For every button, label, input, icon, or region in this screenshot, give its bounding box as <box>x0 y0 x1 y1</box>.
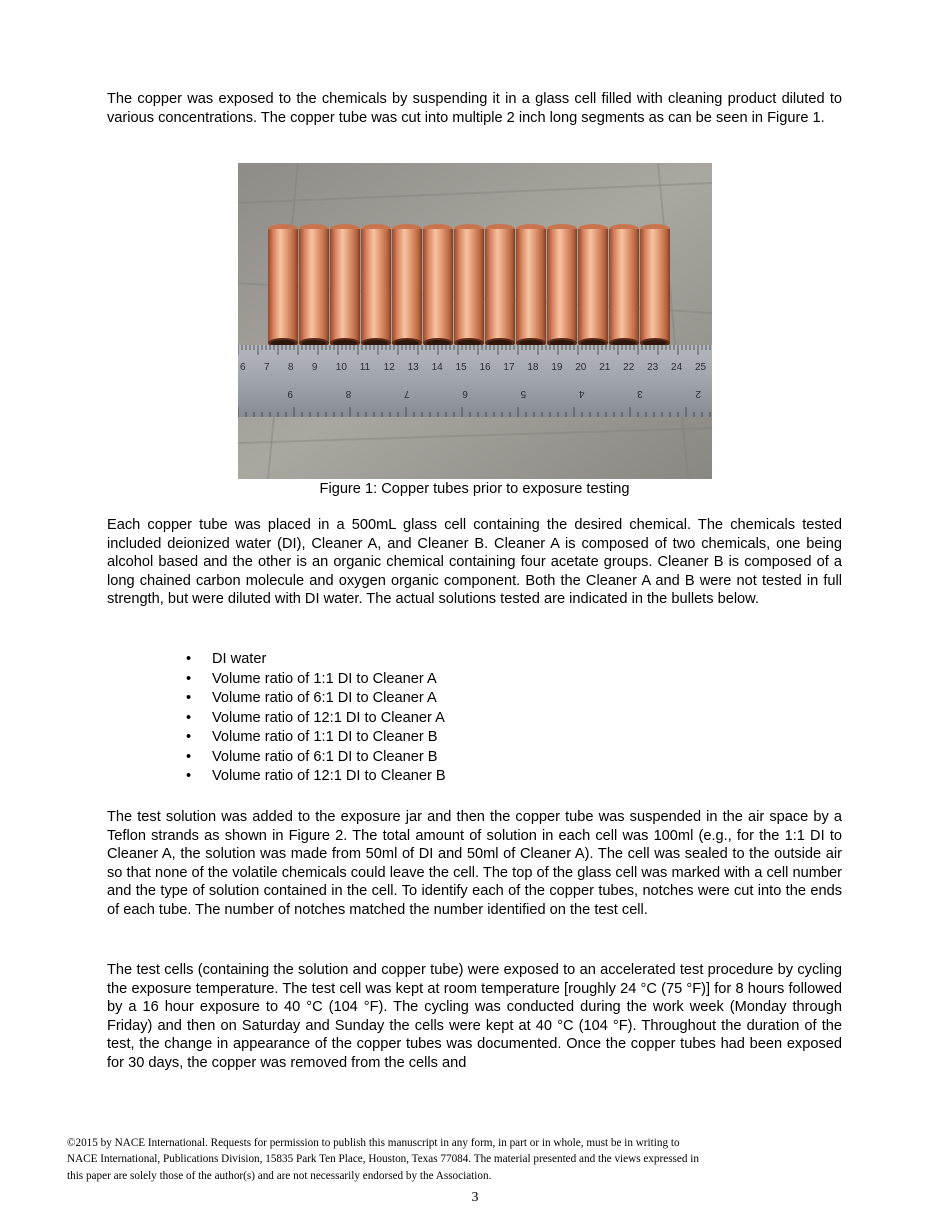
page-number: 3 <box>471 1190 479 1205</box>
ruler-inch-label: 3 <box>637 388 643 399</box>
copper-tubes <box>268 224 670 348</box>
solution-list <box>186 650 446 787</box>
copper-tube <box>392 224 422 348</box>
ruler-cm-label: 20 <box>575 362 587 373</box>
ruler-cm-label: 21 <box>599 362 611 373</box>
copper-tube <box>640 224 670 348</box>
ruler-cm-label: 15 <box>455 362 467 373</box>
footer-line: this paper are solely those of the author(s) and are not necessarily endorsed by the Association. <box>67 1169 492 1182</box>
ruler-cm-label: 10 <box>335 362 347 373</box>
ruler-cm-label: 25 <box>695 362 707 373</box>
bullet-icon: • <box>186 748 192 765</box>
copper-tube <box>609 224 639 348</box>
ruler-cm-label: 12 <box>383 362 395 373</box>
ruler-cm-label: 11 <box>359 362 371 373</box>
bullet-icon: • <box>186 670 192 687</box>
ruler-cm-label: 7 <box>263 362 270 373</box>
figure-1-caption: Figure 1: Copper tubes prior to exposure testing <box>319 481 630 497</box>
bullet-icon: • <box>186 768 192 784</box>
ruler-inch-label: 9 <box>287 388 293 399</box>
ruler-cm-label: 24 <box>671 362 683 373</box>
list-item: • Volume ratio of 6:1 DI to Cleaner B <box>186 748 446 768</box>
ruler-cm-label: 16 <box>479 362 491 373</box>
ruler-cm-label: 13 <box>407 362 419 373</box>
ruler-inch-label: 5 <box>520 388 527 399</box>
ruler-cm-label: 9 <box>311 362 318 373</box>
paragraph-test-procedure: The test cells (containing the solution and copper tube) were exposed to an accelerated test procedure by cycling the exposure temperature. The test cell was kept at room temperature [roughly 24 °C (75 °F)] for 8 hours followed by a 16 hour exposure to 40 °C (104 °F). The cycling was conducted during the work week (Monday through Friday) and then on Saturday and Sunday the cells were kept at 40 °C (104 °F). Throughout the duration of the test, the change in appearance of the copper tubes was documented. Once the copper tubes had been exposed for 30 days, the copper was removed from the cells and <box>107 962 842 1071</box>
copper-tubes-image <box>238 163 712 479</box>
list-item: • Volume ratio of 6:1 DI to Cleaner A <box>186 689 446 709</box>
ruler-cm-label: 23 <box>647 362 659 373</box>
bullet-icon: • <box>186 651 192 667</box>
copper-tube <box>485 224 515 348</box>
bullet-icon: • <box>186 690 192 706</box>
footer-line: ©2015 by NACE International. Requests for permission to publish this manuscript in any form, in part or in whole, must be in writing to <box>67 1137 680 1149</box>
list-item: • DI water <box>186 650 446 670</box>
ruler-cm-label: 14 <box>431 362 443 373</box>
copper-tube <box>516 224 546 348</box>
bullet-icon: • <box>186 709 192 726</box>
figure-1-photo <box>238 163 712 479</box>
ruler-cm-label: 18 <box>527 362 539 373</box>
copper-tube <box>361 224 391 348</box>
ruler-cm-label: 22 <box>623 362 635 373</box>
paragraph-intro: The copper was exposed to the chemicals by suspending it in a glass cell filled with cleaning product diluted to various concentrations. The copper tube was cut into multiple 2 inch long segments as can be seen in Figure 1. <box>107 91 842 126</box>
paragraph-chemicals: Each copper tube was placed in a 500mL glass cell containing the desired chemical. The chemicals tested included deionized water (DI), Cleaner A, and Cleaner B. Cleaner A is composed of two chemicals, one being alcohol based and the other is an organic chemical containing four acetate groups. Cleaner B is composed of a long chained carbon molecule and oxygen organic component. Both the Cleaner A and B were not tested in full strength, but were diluted with DI water. The actual solutions tested are indicated in the bullets below. <box>107 517 842 608</box>
copper-tube <box>454 224 484 348</box>
copper-tube <box>547 224 577 348</box>
ruler <box>238 345 712 417</box>
ruler-cm-label: 8 <box>287 362 294 373</box>
ruler-inch-label: 6 <box>462 388 468 399</box>
list-item: • Volume ratio of 1:1 DI to Cleaner B <box>186 728 446 748</box>
ruler-inch-label: 2 <box>695 388 701 399</box>
copper-tube <box>330 224 360 348</box>
paragraph-test-setup: The test solution was added to the exposure jar and then the copper tube was suspended in the air space by a Teflon strands as shown in Figure 2. The total amount of solution in each cell was 100ml (e.g., for the 1:1 DI to Cleaner A, the solution was made from 50ml of DI and 50ml of Cleaner A). The cell was sealed to the outside air so that none of the volatile chemicals could leave the cell. The top of the glass cell was marked with a cell number and the type of solution contained in the cell. To identify each of the copper tubes, notches were cut into the ends of each tube. The number of notches matched the number identified on the test cell. <box>107 809 842 918</box>
copper-tube <box>268 224 298 348</box>
copper-tube <box>578 224 608 348</box>
copper-tube <box>423 224 453 348</box>
ruler-inch-label: 8 <box>345 388 352 399</box>
ruler-inch-label: 4 <box>578 388 585 399</box>
copyright-footer <box>67 1135 827 1184</box>
ruler-cm-label: 17 <box>503 362 515 373</box>
copper-tube <box>299 224 329 348</box>
list-item: • Volume ratio of 12:1 DI to Cleaner B <box>186 767 446 787</box>
bullet-icon: • <box>186 729 192 745</box>
footer-line: NACE International, Publications Division, 15835 Park Ten Place, Houston, Texas 77084. The material presented and the views expressed in <box>67 1153 699 1166</box>
list-item: • Volume ratio of 12:1 DI to Cleaner A <box>186 709 446 729</box>
list-item: • Volume ratio of 1:1 DI to Cleaner A <box>186 670 446 690</box>
ruler-cm-label: 19 <box>551 362 563 373</box>
ruler-inch-label: 7 <box>404 388 410 399</box>
ruler-cm-label: 6 <box>240 362 246 373</box>
